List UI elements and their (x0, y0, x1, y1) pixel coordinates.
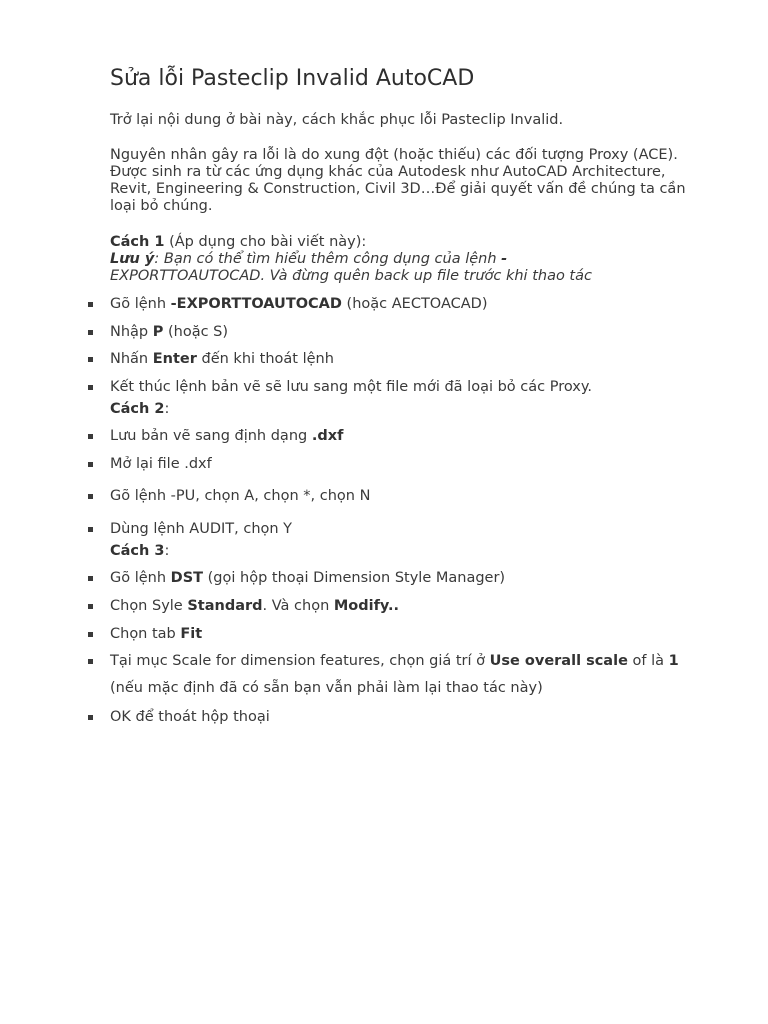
list-item: Nhấn Enter đến khi thoát lệnh (110, 351, 334, 368)
list-item: Gõ lệnh -PU, chọn A, chọn *, chọn N (110, 488, 370, 505)
method1-note (110, 251, 710, 285)
bullet-icon (88, 715, 93, 720)
bullet-icon (88, 330, 93, 335)
method2-heading: Cách 2: (110, 401, 170, 417)
bullet-icon (88, 576, 93, 581)
intro-paragraph: Trở lại nội dung ở bài này, cách khắc phục lỗi Pasteclip Invalid. (110, 112, 564, 128)
method1-label: Cách 1 (110, 234, 165, 250)
bullet-icon (88, 434, 93, 439)
list-item: Kết thúc lệnh bản vẽ sẽ lưu sang một file mới đã loại bỏ các Proxy. (110, 379, 592, 396)
list-item: OK để thoát hộp thoại (110, 709, 270, 726)
list-item: Chọn tab Fit (110, 626, 202, 643)
bullet-icon (88, 302, 93, 307)
bullet-icon (88, 357, 93, 362)
list-item: Dùng lệnh AUDIT, chọn Y (110, 521, 292, 538)
bullet-icon (88, 604, 93, 609)
note-cmd: - (501, 251, 508, 267)
list-item: Chọn Syle Standard. Và chọn Modify.. (110, 598, 399, 615)
list-item: Tại mục Scale for dimension features, chọn giá trí ở Use overall scale of là 1 (nếu mặc định đã có sẵn bạn vẫn phải làm lại thao tác này) (110, 648, 700, 702)
bullet-icon (88, 527, 93, 532)
bullet-icon (88, 632, 93, 637)
list-item: Mở lại file .dxf (110, 456, 212, 473)
list-item: Gõ lệnh -EXPORTTOAUTOCAD (hoặc AECTOACAD) (110, 296, 488, 313)
method3-heading: Cách 3: (110, 543, 170, 559)
bullet-icon (88, 659, 93, 664)
page-title: Sửa lỗi Pasteclip Invalid AutoCAD (110, 66, 475, 91)
list-item: Nhập P (hoặc S) (110, 324, 228, 341)
list-item: Lưu bản vẽ sang định dạng .dxf (110, 428, 343, 445)
note-text-2: EXPORTTOAUTOCAD. Và đừng quên back up file trước khi thao tác (110, 268, 592, 284)
method1-heading (110, 234, 710, 251)
note-text: : Bạn có thể tìm hiểu thêm công dụng của lệnh (154, 251, 502, 267)
bullet-icon (88, 462, 93, 467)
note-label: Lưu ý (110, 251, 155, 267)
bullet-icon (88, 494, 93, 499)
list-item: Gõ lệnh DST (gọi hộp thoại Dimension Style Manager) (110, 570, 505, 587)
method1-desc: (Áp dụng cho bài viết này): (164, 234, 367, 250)
bullet-icon (88, 385, 93, 390)
method1-block (110, 234, 710, 285)
cause-paragraph: Nguyên nhân gây ra lỗi là do xung đột (hoặc thiếu) các đối tượng Proxy (ACE). Được sinh ra từ các ứng dụng khác của Autodesk như AutoCAD Architecture, Revit, Engineering & Construction, Civil 3D…Để giải quyết vấn đề chúng ta cần loại bỏ chúng. (110, 147, 686, 214)
